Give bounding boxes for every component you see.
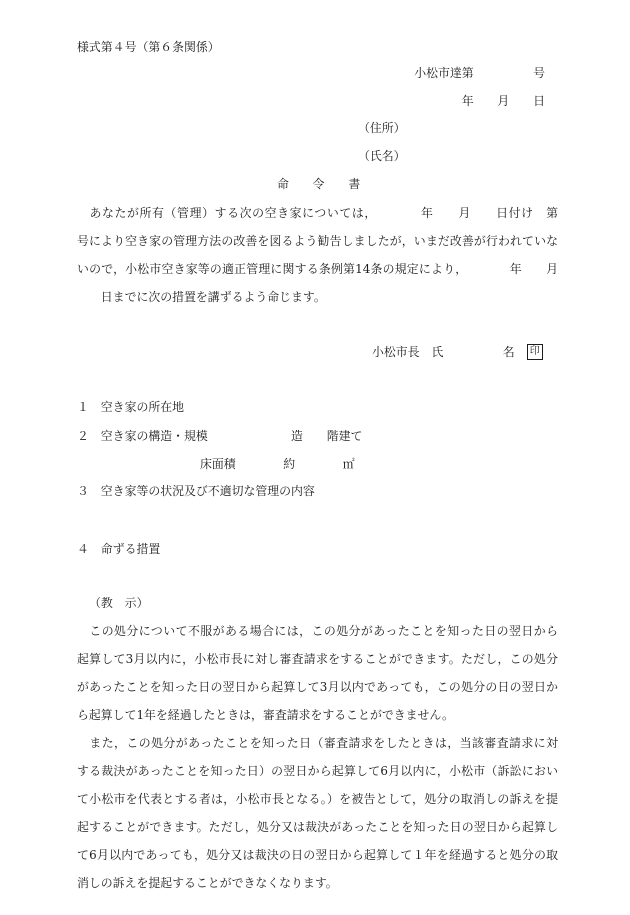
document-title: 命 令 書 bbox=[277, 177, 361, 191]
address-label: （住所） bbox=[358, 121, 406, 135]
notice-line: また，この処分があったことを知った日（審査請求をしたときは，当該審査請求に対 bbox=[77, 736, 558, 750]
item-structure: ２ 空き家の構造・規模 造 階建て bbox=[77, 429, 363, 443]
order-line: いので，小松市空き家等の適正管理に関する条例第14条の規定により， 年 月 bbox=[77, 262, 558, 276]
notice-line: この処分について不服がある場合には，この処分があったことを知った日の翌日から bbox=[77, 624, 558, 638]
order-line: 号により空き家の管理方法の改善を図るよう勧告しましたが，いまだ改善が行われていな bbox=[77, 234, 558, 248]
notice-line: 起算して3月以内に，小松市長に対し審査請求をすることができます。ただし，この処分 bbox=[77, 652, 558, 666]
item-measures: ４ 命ずる措置 bbox=[77, 542, 161, 556]
order-line: 日までに次の措置を講ずるよう命じます。 bbox=[77, 290, 326, 304]
order-line: あなたが所有（管理）する次の空き家については， 年 月 日付け 第 bbox=[77, 206, 558, 220]
notice-line: があったことを知った日の翌日から起算して3月以内であっても，この処分の日の翌日か bbox=[77, 680, 558, 694]
item-location: １ 空き家の所在地 bbox=[77, 400, 185, 414]
issue-date: 年 月 日 bbox=[461, 94, 545, 108]
seal-mark: 印 bbox=[527, 344, 543, 360]
document-number: 小松市達第 号 bbox=[414, 66, 545, 80]
signature-text: 小松市長 氏 名 bbox=[372, 345, 515, 359]
notice-paragraph-2 bbox=[77, 729, 558, 897]
form-label: 様式第４号（第６条関係） bbox=[77, 40, 220, 54]
notice-line: 起することができます。ただし，処分又は裁決があったことを知った日の翌日から起算し bbox=[77, 820, 558, 834]
notice-line: する裁決があったことを知った日）の翌日から起算して6月以内に，小松市（訴訟におい bbox=[77, 764, 558, 778]
notice-line: て小松市を代表とする者は，小松市長となる。）を被告として，処分の取消しの訴えを提 bbox=[77, 792, 558, 806]
notice-line: 消しの訴えを提起することができなくなります。 bbox=[77, 876, 338, 890]
notice-heading: （教 示） bbox=[89, 596, 149, 610]
signature-block bbox=[372, 338, 543, 366]
notice-paragraph-1 bbox=[77, 617, 558, 729]
name-label: （氏名） bbox=[358, 149, 406, 163]
notice-line: て6月以内であっても，処分又は裁決の日の翌日から起算して１年を経過すると処分の取 bbox=[77, 848, 558, 862]
item-condition: ３ 空き家等の状況及び不適切な管理の内容 bbox=[77, 484, 315, 498]
notice-line: ら起算して1年を経過したときは，審査請求をすることができません。 bbox=[77, 708, 454, 722]
item-floor-area: 床面積 約 ㎡ bbox=[200, 457, 355, 471]
order-paragraph bbox=[77, 199, 558, 311]
